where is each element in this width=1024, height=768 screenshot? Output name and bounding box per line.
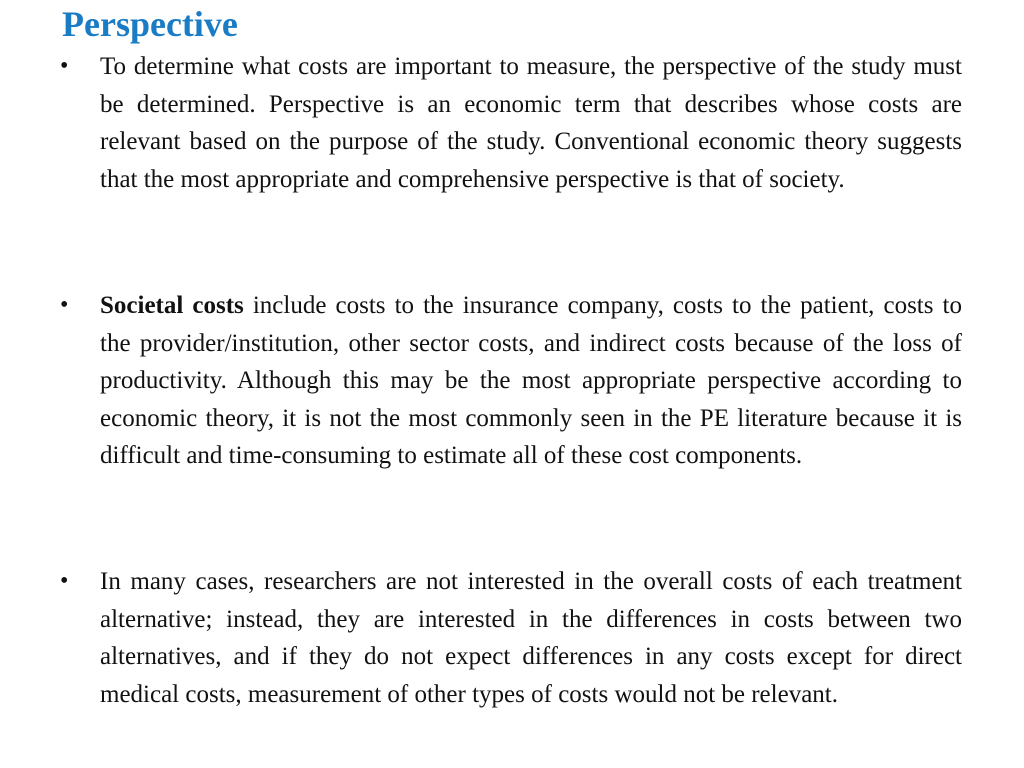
- bullet-icon: •: [60, 53, 69, 79]
- bullet-icon: •: [60, 292, 69, 318]
- slide-title: Perspective: [62, 4, 238, 44]
- bullet-bold-lead: Societal costs: [100, 292, 244, 319]
- bullet-body: include costs to the insurance company, costs to the patient, costs to the provider/institution, other sector costs, and indirect costs because of the loss of productivity. Although this may be the most appropriate perspective according to economic theory, it is not the most commonly seen in the PE literature because it is difficult and time-consuming to estimate all of these cost components.: [100, 292, 962, 470]
- bullet-text: [100, 287, 962, 475]
- bullet-icon: •: [60, 568, 69, 594]
- bullet-body: In many cases, researchers are not interested in the overall costs of each treatment alternative; instead, they are interested in the differences in costs between two alternatives, and if they do not expect differences in any costs except for direct medical costs, measurement of other types of costs would not be relevant.: [100, 568, 962, 708]
- bullet-body: To determine what costs are important to measure, the perspective of the study must be determined. Perspective is an economic term that describes whose costs are relevant based on the purpose of the study. Conventional economic theory suggests that the most appropriate and comprehensive perspective is that of society.: [100, 53, 962, 193]
- bullet-text: [100, 48, 962, 198]
- bullet-text: [100, 563, 962, 713]
